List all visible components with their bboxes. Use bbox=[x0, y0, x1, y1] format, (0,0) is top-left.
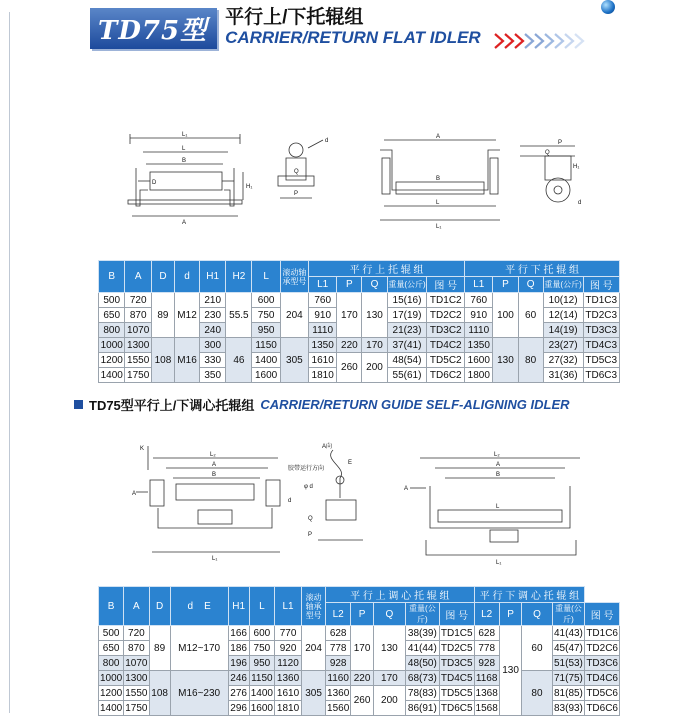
table-cell: 276 bbox=[228, 686, 249, 701]
label-L1-2: L₁ bbox=[436, 224, 442, 230]
table-cell: 950 bbox=[252, 323, 280, 338]
table-cell: 600 bbox=[249, 626, 274, 641]
table-cell: 1200 bbox=[99, 353, 125, 368]
table-cell: 108 bbox=[151, 338, 174, 383]
table-cell: 260 bbox=[351, 686, 374, 716]
column-header: H1 bbox=[228, 587, 249, 626]
table-cell: 800 bbox=[99, 656, 124, 671]
chevrons-decoration bbox=[493, 31, 603, 51]
column-header: 平 行 上 托 辊 组 bbox=[309, 261, 465, 277]
column-header: P bbox=[499, 603, 522, 626]
table-cell: 220 bbox=[337, 338, 362, 353]
table-cell: 100 bbox=[493, 293, 518, 338]
table-cell: TD6C3 bbox=[583, 368, 620, 383]
table-cell: TD3C6 bbox=[586, 657, 618, 669]
table-cell: TD5C5 bbox=[440, 687, 473, 699]
table-cell: M16~230 bbox=[170, 671, 228, 716]
table-cell: 1810 bbox=[309, 368, 337, 383]
table-guide-idler bbox=[98, 586, 620, 716]
drawing-carrier-guide-idler bbox=[128, 440, 388, 570]
table-cell: 27(32) bbox=[543, 353, 583, 368]
table-cell: 166 bbox=[228, 626, 249, 641]
table-cell: 51(53) bbox=[553, 657, 583, 669]
table-cell: M12~170 bbox=[170, 626, 228, 671]
table-cell: 200 bbox=[373, 686, 405, 716]
table-cell: TD3C5 bbox=[440, 657, 473, 669]
column-header: d bbox=[174, 261, 199, 293]
column-header: 平 行 上 调 心 托 辊 组 bbox=[326, 587, 475, 603]
table-cell: 230 bbox=[200, 308, 226, 323]
label-L2: L bbox=[436, 200, 440, 206]
bullet-square-icon bbox=[74, 400, 83, 409]
column-header: H2 bbox=[226, 261, 252, 293]
label-A-arrow: A bbox=[132, 491, 137, 497]
table-cell: 1610 bbox=[309, 353, 337, 368]
label-Q3: Q bbox=[308, 516, 313, 522]
table-cell: 41(44) bbox=[405, 641, 439, 656]
model-badge: TD75型 bbox=[90, 8, 217, 49]
table-cell: 38(39) bbox=[405, 626, 439, 641]
table-cell: 1000 bbox=[100, 672, 123, 684]
label-E: E bbox=[348, 460, 353, 466]
table-cell: 170 bbox=[351, 626, 374, 671]
table-cell: 778 bbox=[474, 641, 499, 656]
column-header: D bbox=[149, 587, 170, 626]
table-cell: 800 bbox=[99, 323, 125, 338]
table-cell: 200 bbox=[362, 353, 387, 383]
table-cell: 1110 bbox=[309, 323, 337, 338]
table-cell: TD5C2 bbox=[427, 353, 465, 368]
table-cell: 330 bbox=[200, 353, 226, 368]
column-header: Q bbox=[362, 277, 387, 293]
table-cell: 71(75) bbox=[553, 672, 583, 684]
table-cell: 1560 bbox=[327, 702, 350, 714]
globe-icon bbox=[601, 0, 615, 14]
table-cell: 60 bbox=[518, 293, 543, 338]
table-cell: 210 bbox=[200, 293, 226, 308]
table-cell: 1800 bbox=[465, 368, 493, 383]
table-cell: 21(23) bbox=[387, 323, 427, 338]
table-cell: 41(43) bbox=[553, 627, 583, 639]
table-cell: 170 bbox=[337, 293, 362, 338]
table-cell: 1750 bbox=[125, 368, 151, 383]
table-cell: TD2C6 bbox=[586, 642, 618, 654]
table-cell: 78(83) bbox=[405, 686, 439, 701]
table-cell: 500 bbox=[99, 293, 125, 308]
table-cell: 45(47) bbox=[553, 642, 583, 654]
table-cell: 86(91) bbox=[405, 701, 439, 716]
label-D: D bbox=[152, 180, 157, 186]
table-cell: 720 bbox=[125, 293, 151, 308]
drawing-return-flat-idler bbox=[370, 128, 600, 238]
table-cell: 1000 bbox=[99, 338, 125, 353]
table-cell: 68(73) bbox=[405, 671, 439, 686]
column-header: 滚动轴承型号 bbox=[302, 587, 326, 626]
table-cell: 720 bbox=[124, 626, 149, 641]
column-header: 重量(公斤) bbox=[405, 603, 439, 626]
table-cell: 305 bbox=[280, 338, 308, 383]
label-B: B bbox=[182, 158, 187, 164]
column-header: A bbox=[125, 261, 151, 293]
table-cell: 1300 bbox=[125, 338, 151, 353]
column-header: Q bbox=[373, 603, 405, 626]
table-cell: 220 bbox=[351, 671, 374, 686]
label-L1: L₁ bbox=[182, 132, 188, 138]
table-cell: 1750 bbox=[125, 702, 148, 714]
label-L1-3: L₁ bbox=[212, 556, 218, 562]
table-cell: 910 bbox=[309, 308, 337, 323]
table-cell: 1568 bbox=[475, 702, 498, 714]
column-header: 重量(公斤) bbox=[387, 277, 427, 293]
table-cell: 350 bbox=[200, 368, 226, 383]
table-cell: 760 bbox=[309, 293, 337, 308]
label-B3: B bbox=[212, 472, 217, 478]
column-header: L1 bbox=[275, 587, 302, 626]
table-cell: 1150 bbox=[251, 672, 273, 684]
table-cell: TD3C3 bbox=[583, 323, 620, 338]
column-header: 重量(公斤) bbox=[552, 603, 585, 626]
table-cell: 14(19) bbox=[543, 323, 583, 338]
table-cell: 204 bbox=[280, 293, 308, 338]
table-cell: M16 bbox=[174, 338, 199, 383]
column-header: L bbox=[252, 261, 280, 293]
label-A4: A bbox=[496, 462, 501, 468]
table-cell: TD5C6 bbox=[586, 687, 618, 699]
title-cn: 平行上/下托辊组 bbox=[225, 7, 364, 29]
column-header: P bbox=[337, 277, 362, 293]
column-header: L1 bbox=[465, 277, 493, 293]
table-cell: 1168 bbox=[475, 672, 498, 684]
table-cell: 1120 bbox=[275, 656, 302, 671]
table-cell: 910 bbox=[465, 308, 493, 323]
section2-title: TD75型平行上/下调心托辊组 CARRIER/RETURN GUIDE SELF-ALIGNING IDLER bbox=[74, 395, 570, 414]
column-header: H1 bbox=[200, 261, 226, 293]
table-cell: 48(54) bbox=[387, 353, 427, 368]
table-cell: 1600 bbox=[465, 353, 493, 368]
table-cell: 1400 bbox=[100, 702, 123, 714]
table-cell: 920 bbox=[275, 641, 302, 656]
table-cell: 196 bbox=[228, 656, 249, 671]
column-header: A bbox=[124, 587, 149, 626]
label-H1: H₁ bbox=[246, 184, 253, 190]
table-cell: 260 bbox=[337, 353, 362, 383]
table-cell: 950 bbox=[249, 656, 274, 671]
table-cell: 89 bbox=[149, 626, 170, 671]
table-cell: 300 bbox=[200, 338, 226, 353]
table-cell: 1360 bbox=[327, 687, 350, 699]
table-row bbox=[99, 671, 620, 686]
table-cell: 81(85) bbox=[553, 687, 583, 699]
table-cell: TD5C3 bbox=[583, 353, 620, 368]
table-cell: TD1C5 bbox=[440, 627, 473, 639]
table-cell: 1368 bbox=[475, 687, 498, 699]
table-cell: 628 bbox=[326, 626, 351, 641]
table-cell: 1160 bbox=[327, 672, 349, 684]
table-cell: 750 bbox=[252, 308, 280, 323]
column-header: D bbox=[151, 261, 174, 293]
label-d3: d bbox=[288, 498, 292, 504]
table-cell: 108 bbox=[149, 671, 170, 716]
table-cell: TD4C2 bbox=[427, 338, 465, 353]
table-cell: 870 bbox=[124, 641, 149, 656]
table-cell: 240 bbox=[200, 323, 226, 338]
table-cell: TD2C5 bbox=[440, 642, 473, 654]
drawing-carrier-flat-idler bbox=[118, 128, 358, 238]
table-cell: 296 bbox=[228, 701, 249, 716]
table-cell: 870 bbox=[125, 308, 151, 323]
label-P3: P bbox=[308, 532, 313, 538]
drawing-return-guide-idler bbox=[400, 440, 600, 570]
table-cell: 628 bbox=[474, 626, 499, 641]
label-P2: P bbox=[558, 140, 563, 146]
table-cell: M12 bbox=[174, 293, 199, 338]
table-cell: 1550 bbox=[125, 353, 151, 368]
label-phi-d: φ d bbox=[304, 484, 313, 490]
table-cell: 1610 bbox=[275, 686, 302, 701]
column-header: L2 bbox=[474, 603, 499, 626]
label-move-dir: 胶带运行方向 bbox=[288, 466, 325, 472]
column-header: Q bbox=[518, 277, 543, 293]
column-header: L1 bbox=[309, 277, 337, 293]
table-cell: 17(19) bbox=[387, 308, 427, 323]
table-cell: 770 bbox=[275, 626, 302, 641]
label-A-arrow-4: A bbox=[404, 486, 409, 492]
column-header: 图 号 bbox=[585, 603, 620, 626]
table-cell: 1110 bbox=[465, 323, 493, 338]
table-cell: 1810 bbox=[275, 701, 302, 716]
table-cell: 600 bbox=[252, 293, 280, 308]
table-cell: TD1C3 bbox=[583, 293, 620, 308]
table-cell: 186 bbox=[228, 641, 249, 656]
table-cell: 1070 bbox=[125, 323, 151, 338]
table-cell: 48(50) bbox=[405, 656, 439, 671]
label-Q2: Q bbox=[545, 150, 550, 156]
table-cell: 170 bbox=[362, 338, 387, 353]
table-cell: TD1C2 bbox=[427, 293, 465, 308]
table-cell: 1300 bbox=[125, 672, 148, 684]
table-cell: TD6C6 bbox=[586, 702, 618, 714]
table-cell: 305 bbox=[302, 671, 326, 716]
table-cell: 55(61) bbox=[387, 368, 427, 383]
table-cell: 1200 bbox=[100, 687, 123, 699]
table-cell: 10(12) bbox=[543, 293, 583, 308]
table-cell: TD4C3 bbox=[583, 338, 620, 353]
table-cell: 1350 bbox=[309, 338, 337, 353]
column-header: 滚动轴承型号 bbox=[280, 261, 308, 293]
table-cell: 55.5 bbox=[226, 293, 252, 338]
table-row bbox=[99, 626, 620, 641]
label-B4: B bbox=[496, 472, 501, 478]
table-cell: 23(27) bbox=[543, 338, 583, 353]
label-L2-3: L₂ bbox=[210, 452, 216, 458]
column-header: L2 bbox=[326, 603, 351, 626]
table-cell: 37(41) bbox=[387, 338, 427, 353]
table-cell: 80 bbox=[518, 338, 543, 383]
label-L4: L bbox=[496, 504, 500, 510]
table-cell: 1070 bbox=[125, 657, 148, 669]
table-cell: 928 bbox=[474, 656, 499, 671]
table-cell: 204 bbox=[302, 626, 326, 671]
table-cell: TD2C2 bbox=[427, 308, 465, 323]
label-Q: Q bbox=[294, 169, 299, 175]
table-cell: 60 bbox=[522, 626, 552, 671]
column-header: P bbox=[351, 603, 374, 626]
table-cell: 12(14) bbox=[543, 308, 583, 323]
table-cell: 130 bbox=[373, 626, 405, 671]
label-A2: A bbox=[436, 134, 441, 140]
table-cell: 46 bbox=[226, 338, 252, 383]
table-cell: 130 bbox=[362, 293, 387, 338]
column-header: Q bbox=[522, 603, 552, 626]
table-cell: 750 bbox=[249, 641, 274, 656]
column-header: 图 号 bbox=[583, 277, 620, 293]
table-cell: 760 bbox=[465, 293, 493, 308]
table-cell: 15(16) bbox=[387, 293, 427, 308]
table-cell: 31(36) bbox=[543, 368, 583, 383]
column-header: d E bbox=[170, 587, 228, 626]
table-cell: TD3C2 bbox=[427, 323, 465, 338]
column-header: 平 行 下 托 辊 组 bbox=[465, 261, 620, 277]
table-cell: 130 bbox=[493, 338, 518, 383]
table-cell: 83(93) bbox=[553, 702, 583, 714]
table-cell: 1400 bbox=[252, 353, 280, 368]
table-cell: 80 bbox=[522, 671, 552, 716]
table-cell: 1360 bbox=[275, 671, 302, 686]
label-A: A bbox=[182, 220, 187, 226]
label-B2: B bbox=[436, 176, 441, 182]
label-P: P bbox=[294, 191, 299, 197]
table-cell: 1150 bbox=[252, 338, 280, 353]
table-cell: TD6C5 bbox=[440, 702, 473, 714]
table-row bbox=[99, 338, 620, 353]
label-L1-4: L₁ bbox=[496, 560, 502, 566]
label-A3: A bbox=[212, 462, 217, 468]
table-cell: 1350 bbox=[465, 338, 493, 353]
label-d2: d bbox=[578, 200, 582, 206]
label-K: K bbox=[140, 446, 145, 452]
label-L: L bbox=[182, 146, 186, 152]
table-flat-idler bbox=[98, 260, 620, 383]
column-header: B bbox=[99, 587, 124, 626]
table-cell: 1600 bbox=[252, 368, 280, 383]
table-row bbox=[99, 293, 620, 308]
column-header: 平 行 下 调 心 托 辊 组 bbox=[474, 587, 585, 603]
column-header: 图 号 bbox=[427, 277, 465, 293]
label-d: d bbox=[325, 138, 329, 144]
table-cell: 650 bbox=[99, 308, 125, 323]
column-header: 重量(公斤) bbox=[543, 277, 583, 293]
column-header: L bbox=[249, 587, 274, 626]
label-H1-2: H₁ bbox=[573, 164, 580, 170]
label-L2-4: L₂ bbox=[494, 452, 500, 458]
table-cell: 170 bbox=[373, 671, 405, 686]
column-header: 图 号 bbox=[439, 603, 474, 626]
table-cell: 1600 bbox=[250, 702, 273, 714]
table-cell: 650 bbox=[99, 641, 124, 656]
table-cell: TD6C2 bbox=[427, 368, 465, 383]
column-header: P bbox=[493, 277, 518, 293]
table-cell: 89 bbox=[151, 293, 174, 338]
table-cell: 1400 bbox=[250, 687, 273, 699]
table-cell: 246 bbox=[228, 671, 249, 686]
table-cell: 1550 bbox=[125, 687, 148, 699]
table-cell: TD1C6 bbox=[586, 627, 618, 639]
table-cell: TD2C3 bbox=[583, 308, 620, 323]
table-cell: 130 bbox=[499, 626, 522, 716]
page-header bbox=[90, 8, 481, 48]
table-cell: TD4C5 bbox=[440, 672, 473, 684]
table-cell: 1400 bbox=[99, 368, 125, 383]
column-header: B bbox=[99, 261, 125, 293]
title-en: CARRIER/RETURN FLAT IDLER bbox=[225, 28, 481, 48]
label-A-dir: A向 bbox=[322, 444, 333, 450]
table-cell: 500 bbox=[99, 626, 124, 641]
table-cell: 778 bbox=[326, 641, 351, 656]
table-cell: 928 bbox=[326, 656, 351, 671]
table-cell: TD4C6 bbox=[586, 672, 618, 684]
